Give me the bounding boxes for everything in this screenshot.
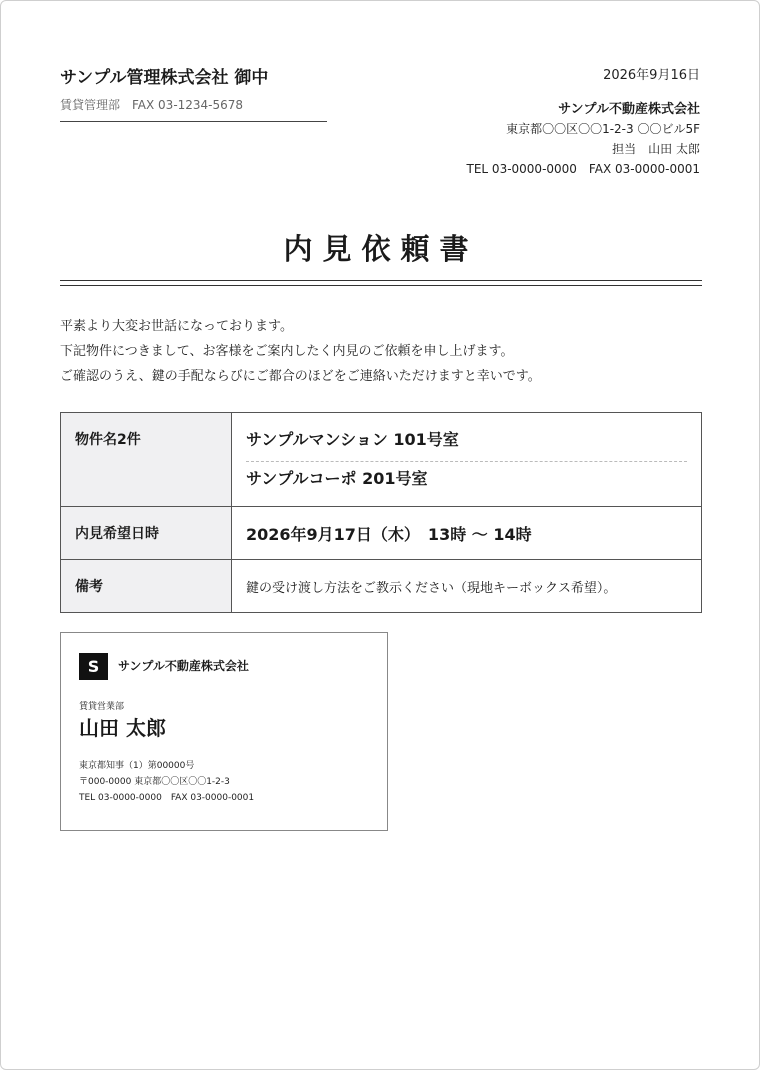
business-card [60, 632, 388, 831]
recipient-department-fax: 賃貸管理部 FAX 03-1234-5678 [60, 98, 244, 112]
notes-label: 備考 [61, 560, 232, 613]
body-line-3: ご確認のうえ、鍵の手配ならびにご都合のほどをご連絡いただけますと幸いです。 [60, 369, 541, 384]
document-title: 内見依頼書 [283, 232, 479, 266]
card-address: 〒000-0000 東京都〇〇区〇〇1-2-3 [79, 777, 230, 787]
property-item: サンプルコーポ 201号室 [246, 461, 687, 506]
recipient-block [60, 67, 327, 122]
card-department: 賃貸営業部 [79, 702, 125, 712]
datetime-label: 内見希望日時 [61, 507, 232, 560]
properties-value [232, 413, 702, 507]
card-person-name: 山田 太郎 [79, 716, 166, 740]
table-row-datetime [61, 507, 702, 560]
recipient-underline [60, 121, 327, 122]
sender-contact: 担当 山田 太郎 [612, 142, 700, 156]
issue-date: 2026年9月16日 [603, 68, 700, 83]
datetime-value: 2026年9月17日（木） 13時 〜 14時 [232, 507, 702, 560]
body-line-1: 平素より大変お世話になっております。 [60, 319, 293, 334]
property-item: サンプルマンション 101号室 [246, 430, 459, 449]
body-text [60, 314, 702, 389]
sender-tel-fax: TEL 03-0000-0000 FAX 03-0000-0001 [466, 162, 700, 176]
company-logo: S [79, 653, 108, 680]
notes-value: 鍵の受け渡し方法をご教示ください（現地キーボックス希望）。 [232, 560, 702, 613]
card-company: サンプル不動産株式会社 [118, 659, 249, 673]
card-tel-fax: TEL 03-0000-0000 FAX 03-0000-0001 [79, 793, 255, 803]
sender-address: 東京都〇〇区〇〇1-2-3 〇〇ビル5F [506, 122, 700, 136]
sender-block [467, 67, 700, 179]
title-double-rule [60, 280, 702, 286]
request-details-table [60, 412, 702, 613]
properties-label: 物件名2件 [61, 413, 232, 507]
table-row-properties [61, 413, 702, 507]
body-line-2: 下記物件につきまして、お客様をご案内したく内見のご依頼を申し上げます。 [60, 344, 514, 359]
table-row-notes [61, 560, 702, 613]
card-license: 東京都知事（1）第00000号 [79, 761, 195, 771]
recipient-name: サンプル管理株式会社 御中 [60, 68, 269, 88]
sender-company: サンプル不動産株式会社 [558, 102, 700, 117]
